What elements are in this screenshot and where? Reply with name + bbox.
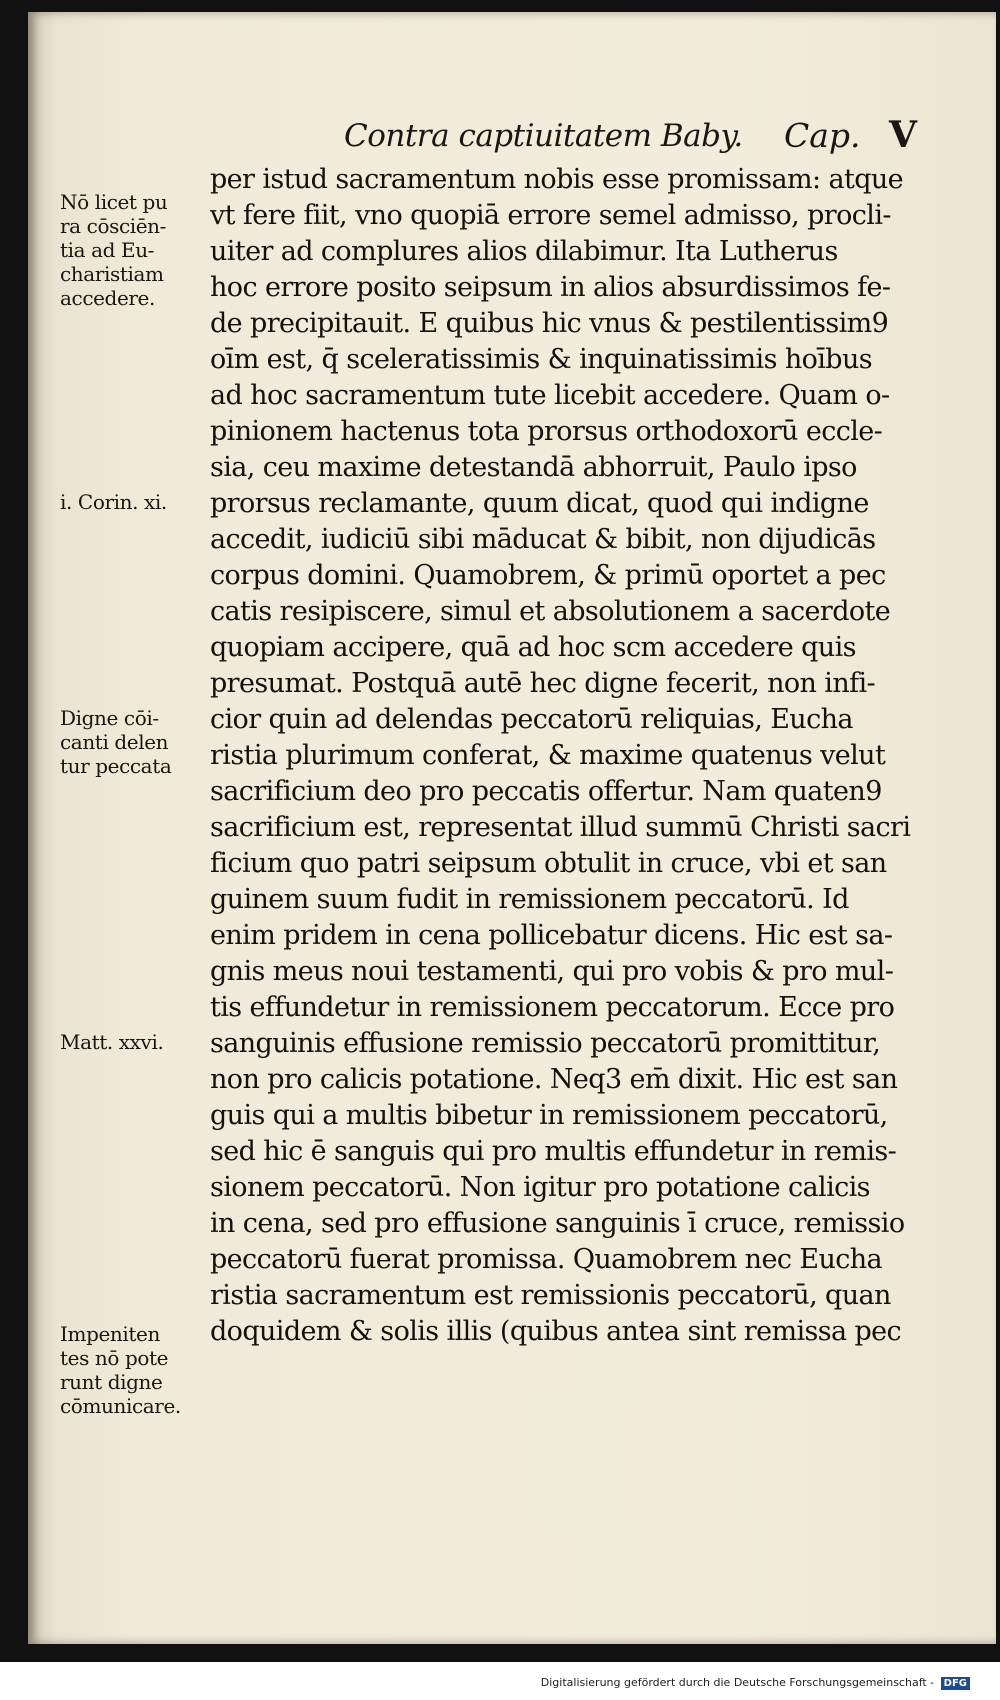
book-page [28,12,996,1644]
margin-note-pure-conscience [60,190,210,310]
running-head-title: Contra captiuitatem Baby. [344,118,743,154]
margin-note-line: charistiam [60,262,164,286]
footer-credit-text: Digitalisierung gefördert durch die Deutsche Forschungsgemeinschaft - [540,1676,935,1689]
margin-note-line: tur peccata [60,754,172,778]
margin-note-line: cōmunicare. [60,1394,181,1418]
text-line: uiter ad complures alios dilabimur. Ita Lutherus [210,236,838,267]
text-line: ristia sacramentum est remissionis peccatorū, quan [210,1280,891,1311]
text-line: quopiam accipere, quā ad hoc scm accedere quis [210,632,856,663]
margin-note-matthew [60,1030,210,1054]
margin-note-line: Impeniten [60,1322,160,1346]
text-line: sanguinis effusione remissio peccatorū promittitur, [210,1028,881,1059]
chapter-number: V [889,114,917,156]
text-line: ristia plurimum conferat, & maxime quatenus velut [210,740,886,771]
text-line: vt fere fiit, vno quopiā errore semel admisso, procli- [210,200,891,231]
margin-note-corinthians [60,490,210,514]
text-line: presumat. Postquā autē hec digne fecerit, non infi- [210,668,876,699]
text-line: sed hic ē sanguis qui pro multis effundetur in remis- [210,1136,897,1167]
text-line: ficium quo patri seipsum obtulit in cruce, vbi et san [210,848,887,879]
text-line: sionem peccatorū. Non igitur pro potatione calicis [210,1172,870,1203]
text-line: sia, ceu maxime detestandā abhorruit, Paulo ipso [210,452,857,483]
margin-note-line: runt digne [60,1370,163,1394]
margin-note-line: i. Corin. xi. [60,490,167,514]
text-line: cior quin ad delendas peccatorū reliquias, Eucha [210,704,853,735]
margin-note-digne [60,706,210,778]
text-line: tis effundetur in remissionem peccatorum. Ecce pro [210,992,895,1023]
chapter-label: Cap. [784,116,861,155]
margin-note-line: canti delen [60,730,169,754]
text-line: hoc errore posito seipsum in alios absurdissimos fe- [210,272,891,303]
text-line: non pro calicis potatione. Neq3 em̄ dixit. Hic est san [210,1064,898,1095]
text-line: prorsus reclamante, quum dicat, quod qui indigne [210,488,869,519]
footer-credit [541,1676,970,1690]
margin-note-line: tia ad Eu- [60,238,155,262]
margin-note-line: accedere. [60,286,155,310]
text-line: per istud sacramentum nobis esse promissam: atque [210,164,904,195]
margin-note-impenitent [60,1322,210,1418]
text-line: in cena, sed pro effusione sanguinis ī cruce, remissio [210,1208,905,1239]
text-line: guis qui a multis bibetur in remissionem peccatorū, [210,1100,888,1131]
text-line: peccatorū fuerat promissa. Quamobrem nec Eucha [210,1244,883,1275]
margin-note-line: ra cōsciēn- [60,214,167,238]
text-line: ad hoc sacramentum tute licebit accedere. Quam o- [210,380,890,411]
margin-note-line: Matt. xxvi. [60,1030,164,1054]
footer [0,1662,1000,1700]
text-line: sacrificium deo pro peccatis offertur. Nam quaten9 [210,776,882,807]
text-line: accedit, iudiciū sibi māducat & bibit, non dijudicās [210,524,876,555]
margin-note-line: Nō licet pu [60,190,168,214]
text-line: oīm est, q̄ sceleratissimis & inquinatissimis hoībus [210,344,873,375]
margin-note-line: Digne cōi- [60,706,159,730]
text-line: gnis meus noui testamenti, qui pro vobis & pro mul- [210,956,894,987]
body-text [210,162,1000,1350]
text-line: pinionem hactenus tota prorsus orthodoxorū eccle- [210,416,883,447]
text-line: doquidem & solis illis (quibus antea sint remissa pec [210,1316,902,1347]
text-line: catis resipiscere, simul et absolutionem a sacerdote [210,596,891,627]
text-line: de precipitauit. E quibus hic vnus & pestilentissim9 [210,308,889,339]
text-line: guinem suum fudit in remissionem peccatorū. Id [210,884,849,915]
dfg-logo: DFG [941,1677,970,1690]
text-line: enim pridem in cena pollicebatur dicens. Hic est sa- [210,920,893,951]
running-head [344,112,1000,162]
text-line: corpus domini. Quamobrem, & primū oportet a pec [210,560,886,591]
text-line: sacrificium est, representat illud summū Christi sacri [210,812,911,843]
margin-note-line: tes nō pote [60,1346,169,1370]
